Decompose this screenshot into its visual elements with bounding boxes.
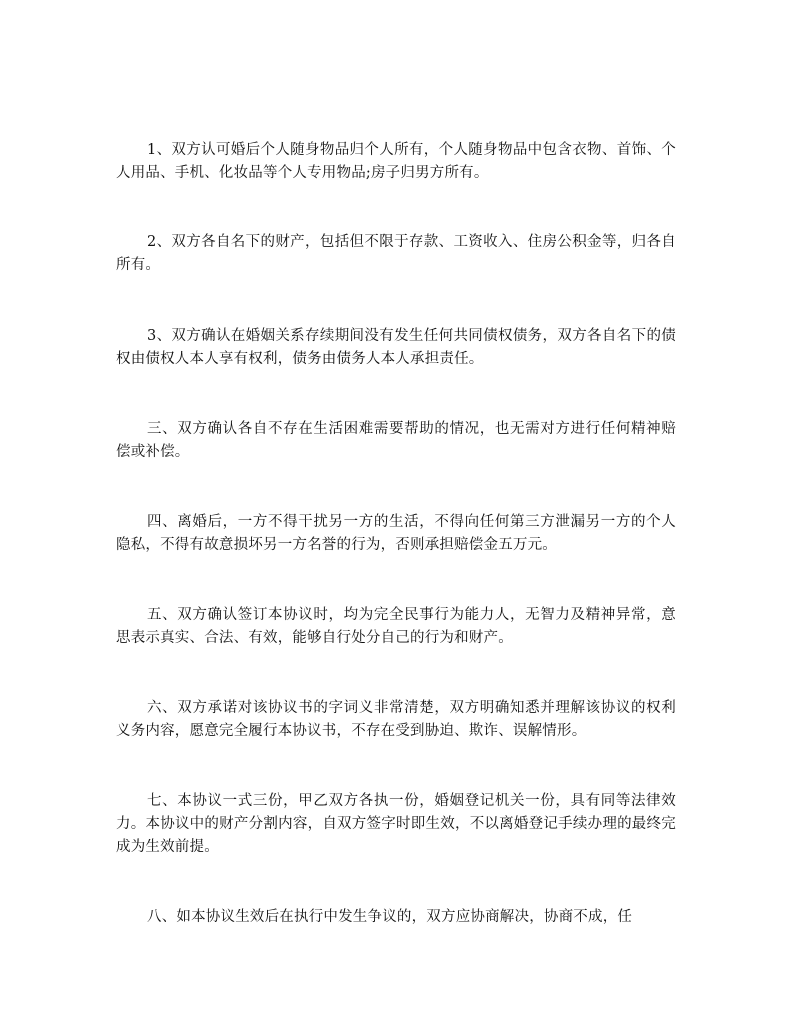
clause-three-no-hardship: 三、双方确认各自不存在生活困难需要帮助的情况，也无需对方进行任何精神赔偿或补偿。 bbox=[116, 421, 676, 460]
clause-four-privacy: 四、离婚后，一方不得干扰另一方的生活，不得向任何第三方泄漏另一方的个人隐私，不得有故意损坏另一方名誉的行为，否则承担赔偿金五万元。 bbox=[116, 514, 676, 553]
clause-3-debts: 3、双方确认在婚姻关系存续期间没有发生任何共同债权债务，双方各自名下的债权由债权人本人享有权利，债务由债务人本人承担责任。 bbox=[116, 328, 676, 367]
clause-seven-copies: 七、本协议一式三份，甲乙双方各执一份，婚姻登记机关一份，具有同等法律效力。本协议中的财产分割内容，自双方签字时即生效，不以离婚登记手续办理的最终完成为生效前提。 bbox=[116, 793, 676, 855]
clause-1-personal-items: 1、双方认可婚后个人随身物品归个人所有，个人随身物品中包含衣物、首饰、个人用品、手机、化妆品等个人专用物品;房子归男方所有。 bbox=[116, 142, 676, 181]
clause-five-capacity: 五、双方确认签订本协议时，均为完全民事行为能力人，无智力及精神异常，意思表示真实、合法、有效，能够自行处分自己的行为和财产。 bbox=[116, 607, 676, 646]
clause-six-understanding: 六、双方承诺对该协议书的字词义非常清楚，双方明确知悉并理解该协议的权利义务内容，愿意完全履行本协议书，不存在受到胁迫、欺诈、误解情形。 bbox=[116, 700, 676, 739]
clause-eight-disputes: 八、如本协议生效后在执行中发生争议的，双方应协商解决，协商不成，任 bbox=[147, 909, 633, 925]
clause-2-individual-property: 2、双方各自名下的财产，包括但不限于存款、工资收入、住房公积金等，归各自所有。 bbox=[116, 234, 676, 273]
